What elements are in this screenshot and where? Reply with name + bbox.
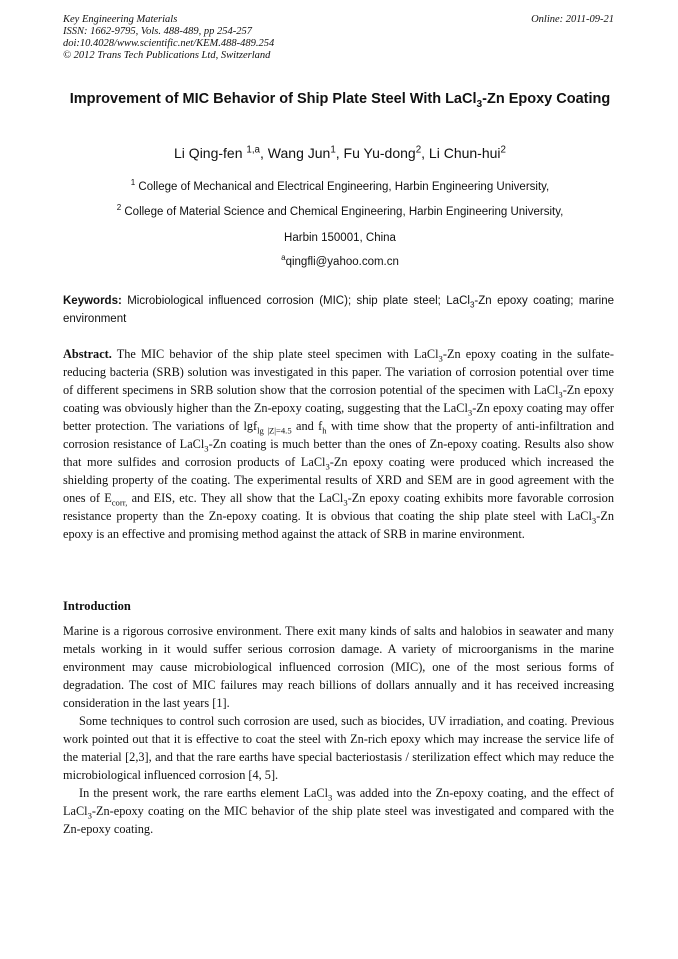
paper-title: Improvement of MIC Behavior of Ship Plate Steel With LaCl$_3$-Zn Epoxy Coating xyxy=(69,91,611,110)
intro-paragraph-3: In the present work, the rare earths element LaCl$_3$ was added into the Zn-epoxy coating, and the effect of LaCl$_3$-Zn-epoxy coating on the MIC behavior of the ship plate steel was investigated and compared with the Zn-epoxy coating. xyxy=(63,786,615,836)
author-email: $^a$qingfli@yahoo.com.cn xyxy=(281,253,399,268)
affiliation-2: $^2$ College of Material Science and Chemical Engineering, Harbin Engineering University, xyxy=(116,203,564,218)
issn-line: ISSN: 1662-9795, Vols. 488-489, pp 254-257 xyxy=(63,26,252,37)
author: Li Qing-fen $^{1,a}$, xyxy=(174,144,268,161)
author-list xyxy=(40,145,640,161)
keywords: Keywords: Microbiological influenced corrosion (MIC); ship plate steel; LaCl$_3$-Zn epoxy coating; marine environment xyxy=(63,295,615,325)
journal-name: Key Engineering Materials xyxy=(63,14,178,25)
keywords-label: Keywords: xyxy=(63,295,122,307)
affiliation-city: Harbin 150001, China xyxy=(284,232,396,244)
journal-header xyxy=(63,14,614,62)
section-heading: Introduction xyxy=(63,599,131,613)
copyright-line: © 2012 Trans Tech Publications Ltd, Switzerland xyxy=(63,50,271,61)
intro-paragraph-2: Some techniques to control such corrosion are used, such as biocides, UV irradiation, and coating. Previous work pointed out that it is effective to coat the steel with Zn-rich epoxy which may increase the service life of the material [2,3], and that the rare earths have special bacteriostasis / sterilization effect which may reduce the microbiological influenced corrosion [4, 5]. xyxy=(63,714,614,782)
author: Fu Yu-dong$^2$, xyxy=(343,144,429,161)
intro-paragraph-1: Marine is a rigorous corrosive environment. There exit many kinds of salts and halobios in seawater and many metals working in it would suffer serious corrosion damage. A variety of microorganisms in the marine environment may cause microbiological influenced corrosion (MIC), one of the most serious forms of degradation. The cost of MIC failures may reach billions of dollars annually and it has received increasing consideration in the last years [1]. xyxy=(63,624,614,710)
author: Wang Jun$^1$, xyxy=(267,144,344,161)
author: Li Chun-hui$^2$ xyxy=(428,144,506,161)
abstract: Abstract. The MIC behavior of the ship plate steel specimen with LaCl$_3$-Zn epoxy coating in the sulfate-reducing bacteria (SRB) solution was investigated in this paper. The variation of corrosion potential over time of different specimens in SRB solution show that the corrosion potential of the specimen with LaCl$_3$-Zn epoxy coating was obviously higher than the Zn-epoxy coating, suggesting that the LaCl$_3$-Zn epoxy coating may offer better protection. The variations of lgf$_{lg |Z|=4.5}$ and $f_h$ with time show that the property of anti-infiltration and corrosion resistance of LaCl$_3$-Zn coating is much better than the ones of Zn-epoxy coating. Results also show that more sulfides and corrosion products of LaCl$_3$-Zn epoxy coating were produced which increased the shielding property of the coating. The experimental results of XRD and SEM are in good agreement with the ones of $E_{corr,}$ and EIS, etc. They all show that the LaCl$_3$-Zn epoxy coating exhibits more favorable corrosion resistance property than the Zn-epoxy coating. It is obvious that coating the ship plate steel with LaCl$_3$-Zn epoxy is an effective and promising method against the attack of SRB in marine environment. xyxy=(63,347,615,541)
abstract-label: Abstract. xyxy=(63,347,112,361)
online-date: Online: 2011-09-21 xyxy=(531,14,614,25)
affiliation-1: $^1$ College of Mechanical and Electrical Engineering, Harbin Engineering University, xyxy=(130,178,550,193)
doi-line: doi:10.4028/www.scientific.net/KEM.488-489.254 xyxy=(63,38,275,49)
